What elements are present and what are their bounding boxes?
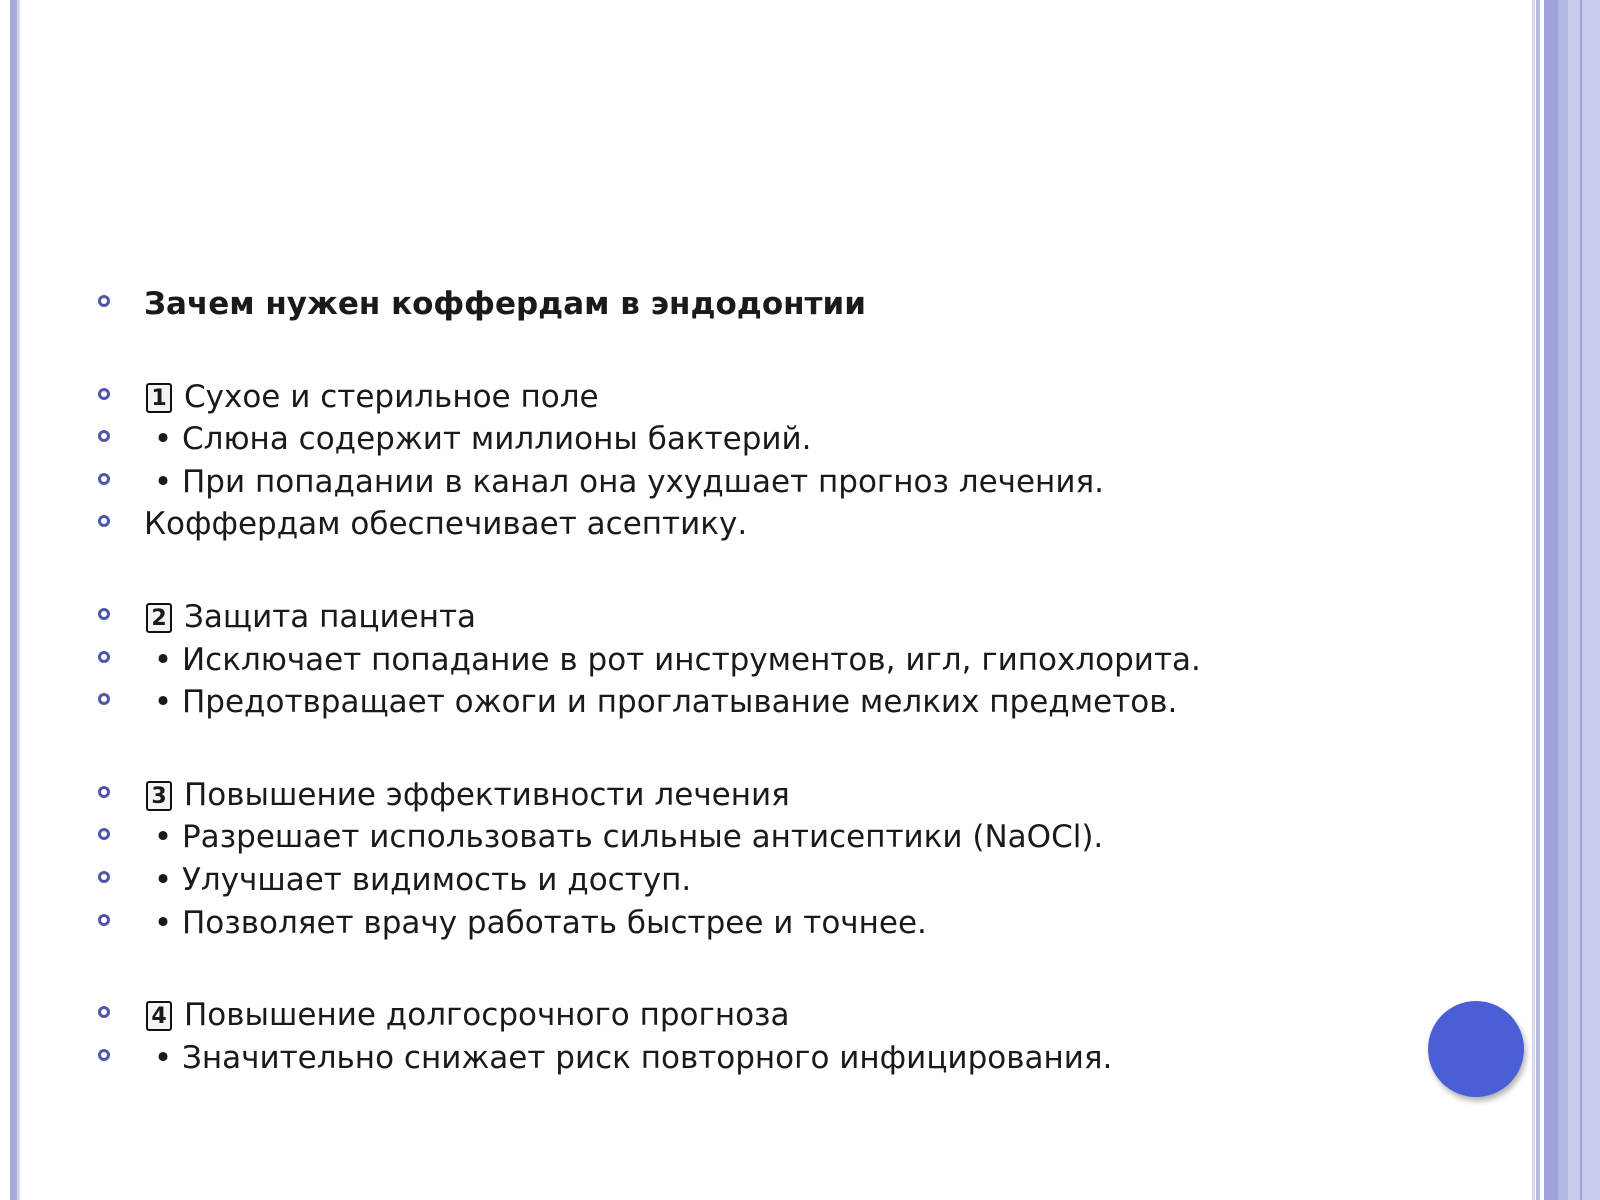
bullet-circle-icon <box>98 388 110 400</box>
list-item-label: • Значительно снижает риск повторного инфицирования. <box>144 1039 1113 1076</box>
bullet-circle-icon <box>98 430 110 442</box>
number-keycap-icon: 1 <box>146 383 172 413</box>
list-item <box>98 376 1498 419</box>
list-item-label: Сухое и стерильное поле <box>184 378 599 415</box>
bullet-circle-icon <box>98 1006 110 1018</box>
section-heading <box>144 596 476 638</box>
list-item <box>98 774 1498 817</box>
slide-title: Зачем нужен коффердам в эндодонтии <box>144 286 866 322</box>
list-item-label: • Улучшает видимость и доступ. <box>144 861 692 898</box>
right-border-stripe <box>1532 0 1535 1200</box>
list-item <box>98 994 1498 1037</box>
right-border-stripe <box>1580 0 1582 1200</box>
list-item-label: Коффердам обеспечивает асептику. <box>144 506 748 543</box>
bullet-circle-icon <box>98 651 110 663</box>
list-item <box>98 639 1498 682</box>
section-heading <box>144 774 790 816</box>
list-item <box>98 681 1498 724</box>
right-border-stripe <box>1558 0 1568 1200</box>
list-item-label: • Позволяет врачу работать быстрее и точнее. <box>144 904 927 941</box>
list-item-label: Защита пациента <box>184 598 477 635</box>
number-keycap-icon: 3 <box>146 781 172 811</box>
bullet-circle-icon <box>98 295 110 307</box>
list-item <box>98 461 1498 504</box>
list-item-text <box>144 859 691 901</box>
bullet-circle-icon <box>98 871 110 883</box>
bullet-circle-icon <box>98 828 110 840</box>
bullet-list <box>98 283 1498 1079</box>
list-item-title <box>98 283 1498 326</box>
list-item-label: Повышение долгосрочного прогноза <box>184 997 790 1034</box>
list-item <box>98 1037 1498 1080</box>
section-heading <box>144 376 599 418</box>
list-item <box>98 859 1498 902</box>
list-item-label: • Предотвращает ожоги и проглатывание мелких предметов. <box>144 684 1178 721</box>
list-item-label: • Слюна содержит миллионы бактерий. <box>144 421 812 458</box>
list-item-text <box>144 461 1104 503</box>
list-item <box>98 503 1498 546</box>
list-item <box>98 418 1498 461</box>
list-item-label: • Исключает попадание в рот инструментов, игл, гипохлорита. <box>144 641 1201 678</box>
bullet-circle-icon <box>98 515 110 527</box>
list-item <box>98 596 1498 639</box>
list-item-text <box>144 503 747 545</box>
list-item <box>98 902 1498 945</box>
left-border-stripe-light <box>17 0 20 1200</box>
list-item-text <box>144 681 1177 723</box>
number-keycap-icon: 4 <box>146 1001 172 1031</box>
list-item-text <box>144 1037 1112 1079</box>
left-border-stripe <box>10 0 17 1200</box>
right-border-stripe <box>1536 0 1540 1200</box>
list-item <box>98 816 1498 859</box>
bullet-circle-icon <box>98 473 110 485</box>
list-item-text <box>144 816 1103 858</box>
list-item-text <box>144 902 927 944</box>
right-border-stripe <box>1568 0 1600 1200</box>
bullet-circle-icon <box>98 693 110 705</box>
section-heading <box>144 994 790 1036</box>
list-item-text <box>144 418 812 460</box>
bullet-circle-icon <box>98 608 110 620</box>
list-item-label: • При попадании в канал она ухудшает прогноз лечения. <box>144 463 1104 500</box>
list-item-label: • Разрешает использовать сильные антисептики (NaOCl). <box>144 819 1104 856</box>
bullet-circle-icon <box>98 1049 110 1061</box>
list-item-label: Повышение эффективности лечения <box>184 776 790 813</box>
bullet-circle-icon <box>98 786 110 798</box>
decorative-circle <box>1428 1001 1524 1097</box>
list-item-text <box>144 639 1201 681</box>
number-keycap-icon: 2 <box>146 603 172 633</box>
right-border-stripe <box>1544 0 1558 1200</box>
bullet-circle-icon <box>98 914 110 926</box>
